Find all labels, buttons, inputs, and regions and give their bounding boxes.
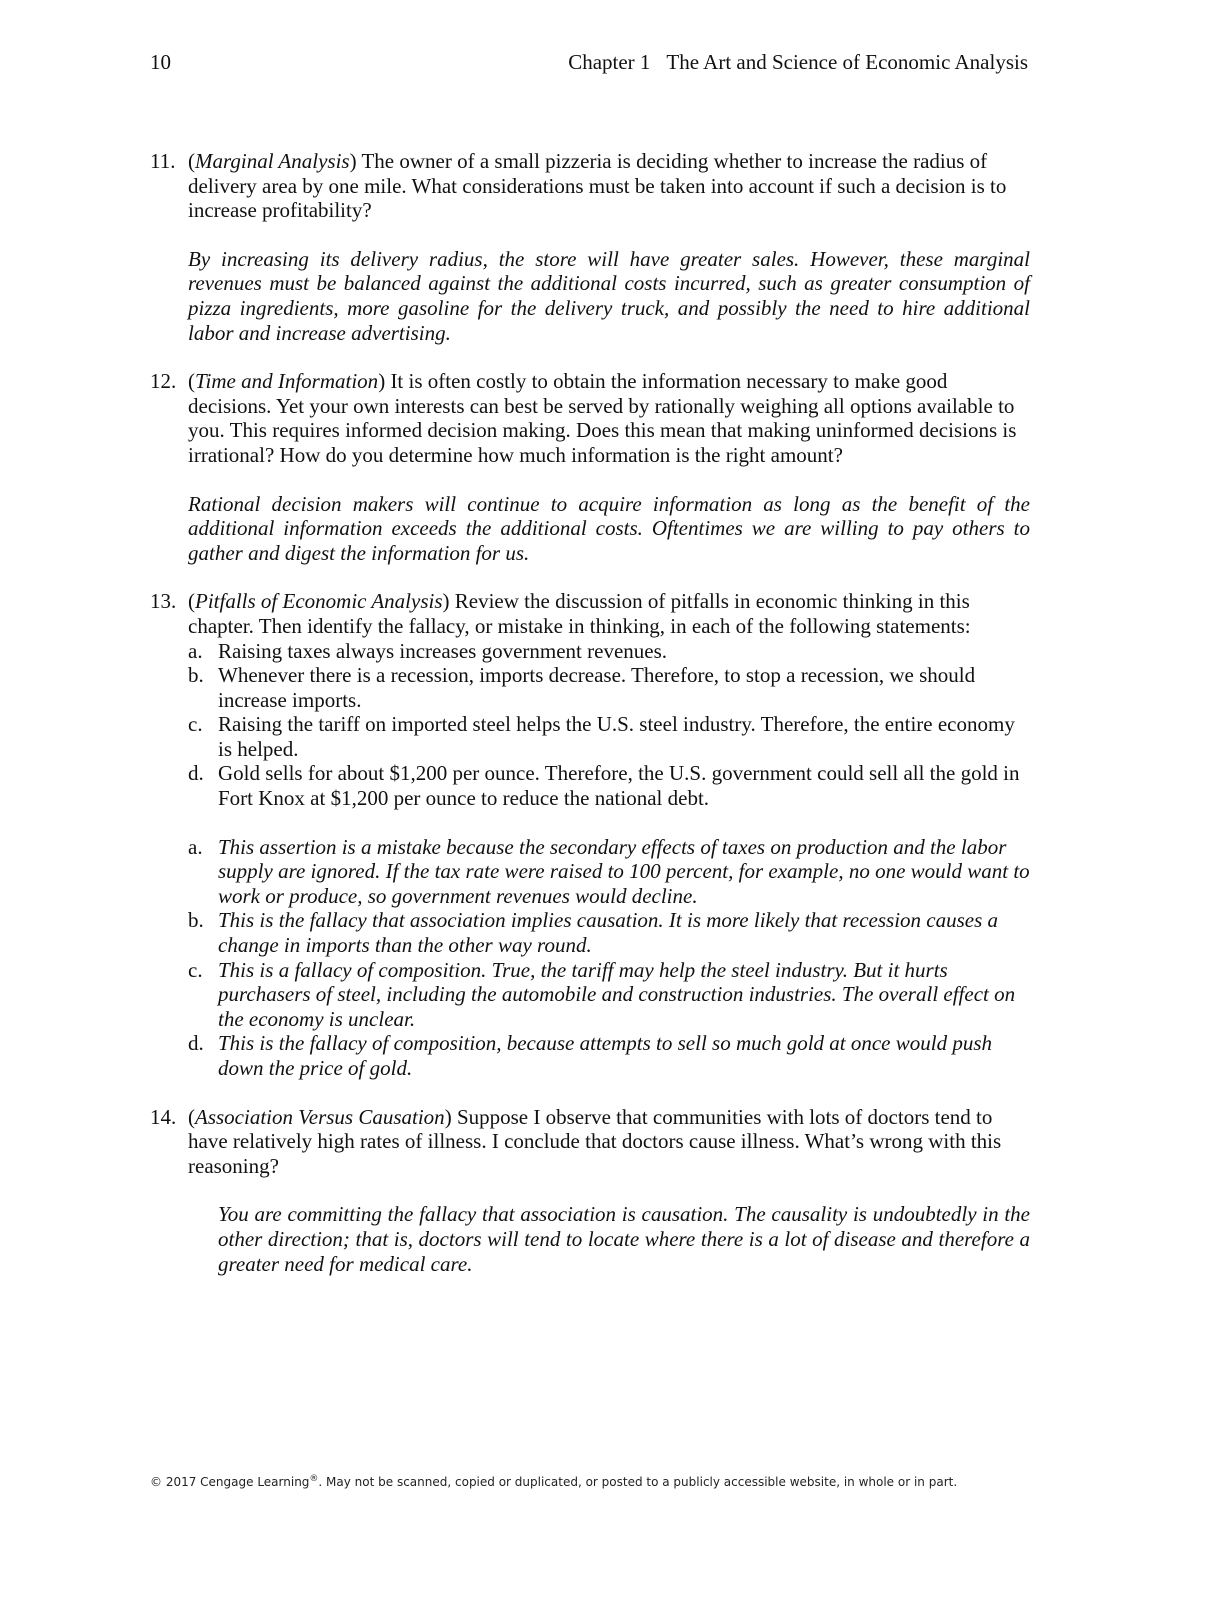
question-12 <box>150 369 1030 565</box>
question-text: (Pitfalls of Economic Analysis) Review the discussion of pitfalls in economic thinking in this chapter. Then identify the fallacy, or mistake in thinking, in each of the following statements: <box>188 589 971 638</box>
statement-letter: b. <box>188 663 204 688</box>
answer-letter: a. <box>188 834 203 859</box>
question-text: (Association Versus Causation) Suppose I observe that communities with lots of doctors tend to have relatively high rates of illness. I conclude that doctors cause illness. What’s wrong with this reasoning? <box>188 1104 1002 1178</box>
copyright-suffix: . May not be scanned, copied or duplicated, or posted to a publicly accessible website, in whole or in part. <box>318 1475 958 1489</box>
question-number: 11. <box>150 149 176 173</box>
question-body: The owner of a small pizzeria is deciding whether to increase the radius of delivery area by one mile. What considerations must be taken into account if such a decision is to increase profitability? <box>188 149 1007 223</box>
question-11 <box>150 149 1030 345</box>
statement-item <box>188 712 1030 761</box>
statement-text: Whenever there is a recession, imports decrease. Therefore, to stop a recession, we should increase imports. <box>218 663 976 712</box>
statement-text: Raising the tariff on imported steel helps the U.S. steel industry. Therefore, the entire economy is helped. <box>218 712 1015 761</box>
answer-item-text: This is the fallacy that association implies causation. It is more likely that recession causes a change in imports than the other way round. <box>218 908 999 958</box>
statement-item <box>188 761 1030 810</box>
copyright-footer <box>150 1474 1080 1489</box>
answer-item-text: This is a fallacy of composition. True, the tariff may help the steel industry. But it hurts purchasers of steel, including the automobile and construction industries. The overall effect on the economy is unclear. <box>218 957 1016 1031</box>
page-number: 10 <box>150 50 171 74</box>
question-body: It is often costly to obtain the information necessary to make good decisions. Yet your own interests can best be served by rationally weighing all options available to you. This requires informed decision making. Does this mean that making uninformed decisions is irrational? How do you determine how much information is the right amount? <box>188 369 1017 467</box>
answer-item-text: This assertion is a mistake because the secondary effects of taxes on production and the labor supply are ignored. If the tax rate were raised to 100 percent, for example, no one would want to work or produce, so government revenues would decline. <box>218 834 1030 908</box>
answer-letter: d. <box>188 1031 204 1056</box>
answer-item <box>188 958 1030 1032</box>
statement-letter: a. <box>188 638 203 663</box>
main-content <box>150 149 1030 1276</box>
question-topic: Association Versus Causation <box>195 1104 445 1129</box>
statement-text: Gold sells for about $1,200 per ounce. Therefore, the U.S. government could sell all the gold in Fort Knox at $1,200 per ounce to reduce the national debt. <box>218 761 1020 811</box>
question-number: 14. <box>150 1104 177 1129</box>
question-topic: Marginal Analysis <box>195 149 350 173</box>
question-text: (Marginal Analysis) The owner of a small pizzeria is deciding whether to increase the radius of delivery area by one mile. What considerations must be taken into account if such a decision is to increase profitability? <box>188 149 1007 223</box>
answer-item <box>188 835 1030 909</box>
registered-mark: ® <box>309 1474 319 1484</box>
question-topic: Time and Information <box>195 369 379 394</box>
statement-letter: c. <box>188 712 203 737</box>
question-text: (Time and Information) It is often costly to obtain the information necessary to make good decisions. Yet your own interests can best be served by rationally weighing all options available to you. This requires informed decision making. Does this mean that making uninformed decisions is irrational? How do you determine how much information is the right amount? <box>188 369 1017 467</box>
statement-item <box>188 639 1030 664</box>
answer-text: You are committing the fallacy that association is causation. The causality is undoubtedly in the other direction; that is, doctors will tend to locate where there is a lot of disease and therefore a greater need for medical care. <box>218 1202 1030 1276</box>
running-header <box>568 50 1028 75</box>
statement-item <box>188 663 1030 712</box>
question-number: 13. <box>150 589 177 614</box>
chapter-label: Chapter 1 <box>568 50 651 74</box>
question-14 <box>150 1105 1030 1277</box>
answer-letter: b. <box>188 908 204 933</box>
statement-text: Raising taxes always increases government revenues. <box>218 638 668 663</box>
answer-item <box>188 908 1030 957</box>
answer-item-text: This is the fallacy of composition, because attempts to sell so much gold at once would push down the price of gold. <box>218 1031 993 1080</box>
question-body: Review the discussion of pitfalls in economic thinking in this chapter. Then identify the fallacy, or mistake in thinking, in each of the following statements: <box>188 589 971 638</box>
question-body: Suppose I observe that communities with lots of doctors tend to have relatively high rates of illness. I conclude that doctors cause illness. What’s wrong with this reasoning? <box>188 1104 1002 1178</box>
answer-text: By increasing its delivery radius, the store will have greater sales. However, these marginal revenues must be balanced against the additional costs incurred, such as greater consumption of pizza ingredients, more gasoline for the delivery truck, and possibly the need to hire additional labor and increase advertising. <box>188 246 1030 345</box>
question-13 <box>150 589 1030 1080</box>
statement-letter: d. <box>188 761 204 786</box>
question-topic: Pitfalls of Economic Analysis <box>195 589 443 614</box>
statement-list <box>188 639 1030 811</box>
copyright-prefix: © 2017 Cengage Learning <box>150 1475 310 1489</box>
chapter-title: The Art and Science of Economic Analysis <box>666 50 1028 74</box>
answer-item <box>188 1031 1030 1080</box>
question-number: 12. <box>150 369 177 394</box>
answer-text: Rational decision makers will continue to acquire information as long as the benefit of the additional information exceeds the additional costs. Oftentimes we are willing to pay others to gather and digest the information for us. <box>188 491 1030 565</box>
answer-letter: c. <box>188 957 203 982</box>
answer-list <box>188 835 1030 1081</box>
